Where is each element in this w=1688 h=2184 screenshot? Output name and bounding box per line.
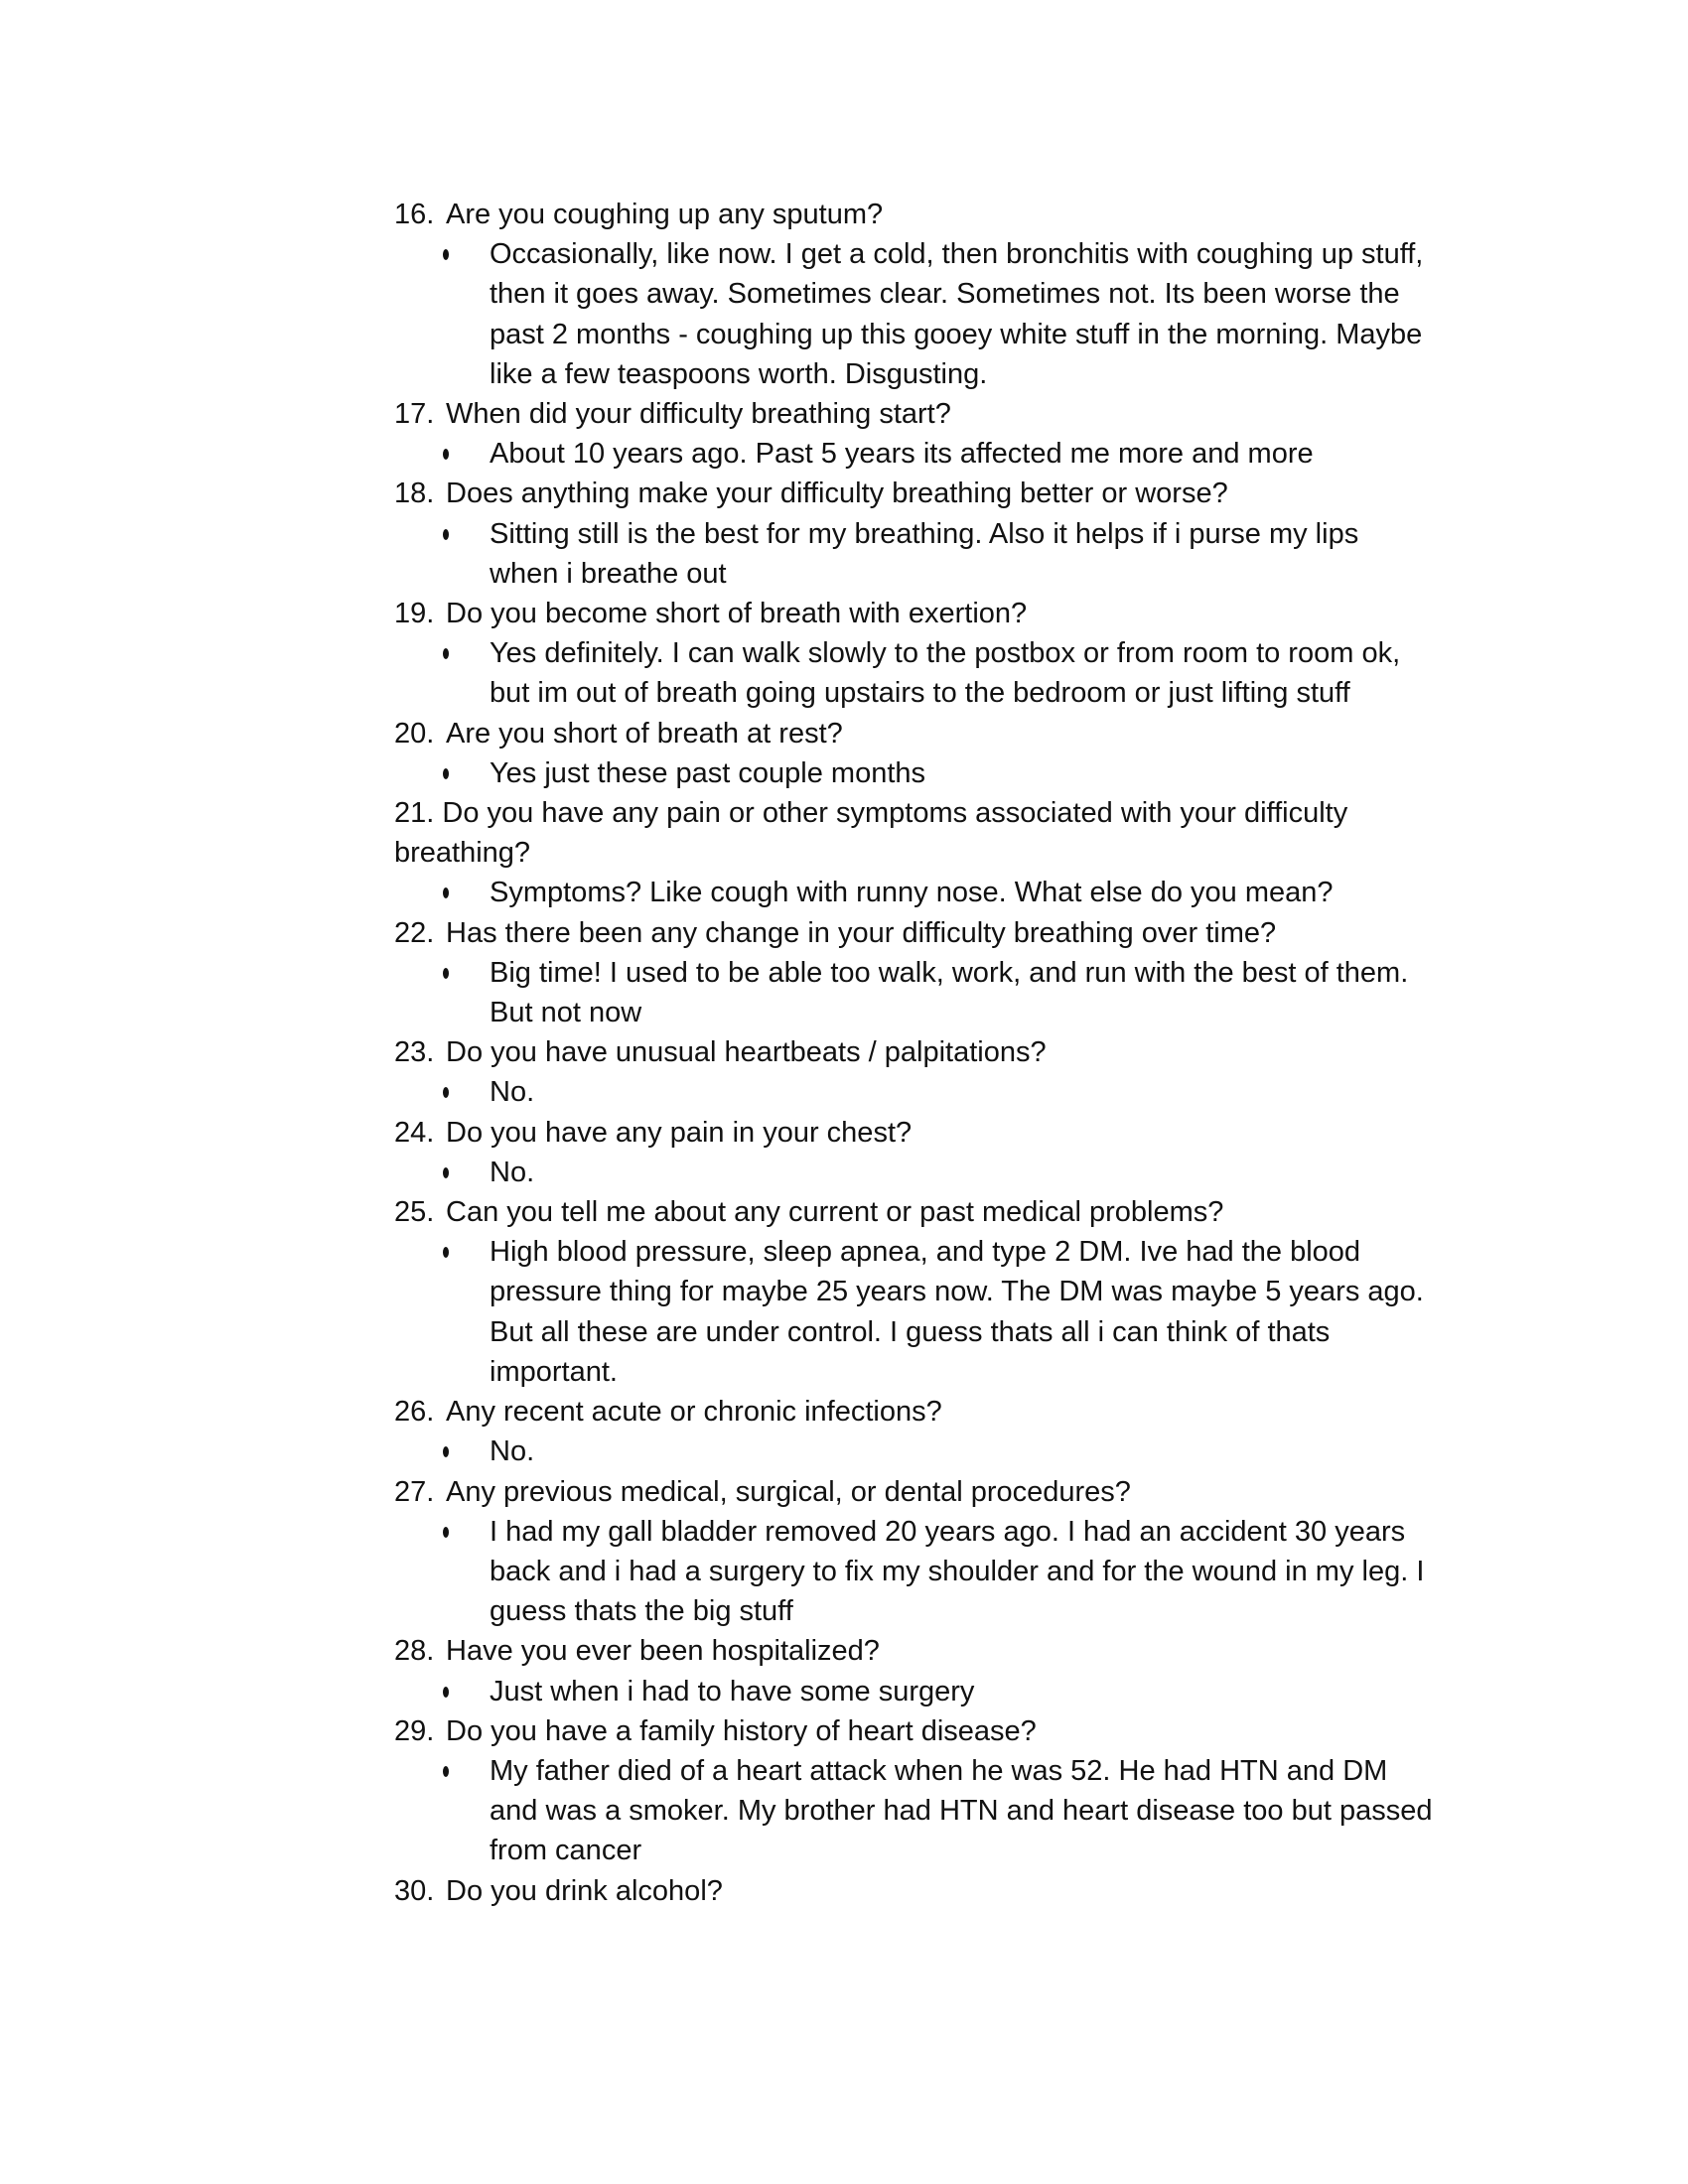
question-text: Do you have unusual heartbeats / palpitations? — [446, 1036, 1047, 1069]
question-17 — [394, 394, 1506, 434]
answer-text: Symptoms? Like cough with runny nose. What else do you mean? — [490, 877, 1334, 909]
answer-text: My father died of a heart attack when he was 52. He had HTN and DM and was a smoker. My brother had HTN and heart disease too but passed from cancer — [490, 1754, 1433, 1867]
answer-text: Just when i had to have some surgery — [490, 1675, 975, 1707]
answer-text: No. — [490, 1076, 535, 1109]
bullet-icon — [442, 514, 490, 594]
question-text: Any previous medical, surgical, or dental procedures? — [446, 1475, 1131, 1508]
question-text: Have you ever been hospitalized? — [446, 1635, 880, 1668]
question-text: Are you coughing up any sputum? — [446, 199, 884, 230]
question-text: Do you have any pain in your chest? — [446, 1116, 913, 1149]
question-number: 24. — [394, 1116, 435, 1149]
answer-text: No. — [490, 1156, 535, 1188]
question-number: 26. — [394, 1396, 435, 1429]
question-number: 21. — [394, 797, 435, 830]
question-number: 22. — [394, 916, 435, 949]
answer-28 — [394, 1672, 1506, 1711]
question-number: 28. — [394, 1635, 435, 1668]
answer-text: About 10 years ago. Past 5 years its affected me more and more — [490, 438, 1314, 471]
answer-23 — [394, 1072, 1506, 1112]
question-text: When did your difficulty breathing start? — [446, 398, 951, 431]
bullet-icon — [442, 1751, 490, 1871]
bullet-icon — [442, 873, 490, 912]
question-18 — [394, 474, 1506, 513]
answer-text: I had my gall bladder removed 20 years ago. I had an accident 30 years back and i had a surgery to fix my shoulder and for the wound in my leg. I guess thats the big stuff — [490, 1515, 1425, 1628]
answer-18 — [394, 514, 1506, 594]
answer-21 — [394, 873, 1506, 912]
bullet-icon — [442, 1432, 490, 1471]
question-number: 29. — [394, 1714, 435, 1747]
question-20 — [394, 714, 1506, 753]
interview-questionnaire — [394, 195, 1506, 1911]
question-number: 25. — [394, 1196, 435, 1229]
answer-text: Sitting still is the best for my breathing. Also it helps if i purse my lips when i breathe out — [490, 517, 1359, 590]
answer-text: Big time! I used to be able too walk, work, and run with the best of them. But not now — [490, 956, 1409, 1029]
question-22 — [394, 913, 1506, 953]
bullet-icon — [442, 953, 490, 1032]
question-24 — [394, 1113, 1506, 1153]
question-number: 17. — [394, 398, 435, 431]
question-21 — [394, 793, 1506, 873]
question-text: Do you become short of breath with exertion? — [446, 598, 1028, 630]
question-text: Has there been any change in your difficulty breathing over time? — [446, 916, 1277, 949]
bullet-icon — [442, 1512, 490, 1632]
question-23 — [394, 1032, 1506, 1072]
answer-26 — [394, 1432, 1506, 1471]
question-number: 23. — [394, 1036, 435, 1069]
bullet-icon — [442, 753, 490, 793]
question-text: Do you drink alcohol? — [446, 1874, 723, 1907]
question-28 — [394, 1631, 1506, 1671]
question-text: Any recent acute or chronic infections? — [446, 1396, 942, 1429]
question-25 — [394, 1192, 1506, 1232]
question-number: 30. — [394, 1874, 435, 1907]
answer-27 — [394, 1512, 1506, 1632]
answer-20 — [394, 753, 1506, 793]
bullet-icon — [442, 434, 490, 474]
answer-text: No. — [490, 1435, 535, 1468]
question-16 — [394, 195, 1506, 234]
question-number: 19. — [394, 598, 435, 630]
bullet-icon — [442, 1672, 490, 1711]
bullet-icon — [442, 234, 490, 394]
question-27 — [394, 1472, 1506, 1512]
answer-16 — [394, 234, 1506, 394]
answer-text: Yes definitely. I can walk slowly to the postbox or from room to room ok, but im out of breath going upstairs to the bedroom or just lifting stuff — [490, 637, 1401, 710]
question-text: Does anything make your difficulty breathing better or worse? — [446, 478, 1228, 510]
question-text: Can you tell me about any current or past medical problems? — [446, 1196, 1224, 1229]
question-number: 20. — [394, 717, 435, 750]
question-number: 27. — [394, 1475, 435, 1508]
answer-24 — [394, 1153, 1506, 1192]
question-number: 16. — [394, 199, 435, 230]
bullet-icon — [442, 633, 490, 713]
bullet-icon — [442, 1232, 490, 1392]
answer-17 — [394, 434, 1506, 474]
question-number: 18. — [394, 478, 435, 510]
question-30 — [394, 1871, 1506, 1911]
question-19 — [394, 594, 1506, 633]
question-26 — [394, 1392, 1506, 1432]
answer-text: Occasionally, like now. I get a cold, then bronchitis with coughing up stuff, then it goes away. Sometimes clear. Sometimes not. Its been worse the past 2 months - coughing up this gooey white stuff in the morning. Maybe like a few teaspoons worth. Disgusting. — [490, 238, 1424, 390]
question-29 — [394, 1711, 1506, 1751]
answer-text: High blood pressure, sleep apnea, and type 2 DM. Ive had the blood pressure thing for maybe 25 years now. The DM was maybe 5 years ago. But all these are under control. I guess thats all i can think of thats important. — [490, 1236, 1424, 1388]
answer-29 — [394, 1751, 1506, 1871]
bullet-icon — [442, 1153, 490, 1192]
question-text: Do you have any pain or other symptoms associated with your difficulty breathing? — [394, 797, 1348, 870]
bullet-icon — [442, 1072, 490, 1112]
answer-25 — [394, 1232, 1506, 1392]
answer-22 — [394, 953, 1506, 1032]
question-text: Do you have a family history of heart disease? — [446, 1714, 1037, 1747]
question-text: Are you short of breath at rest? — [446, 717, 843, 750]
answer-19 — [394, 633, 1506, 713]
answer-text: Yes just these past couple months — [490, 756, 926, 789]
